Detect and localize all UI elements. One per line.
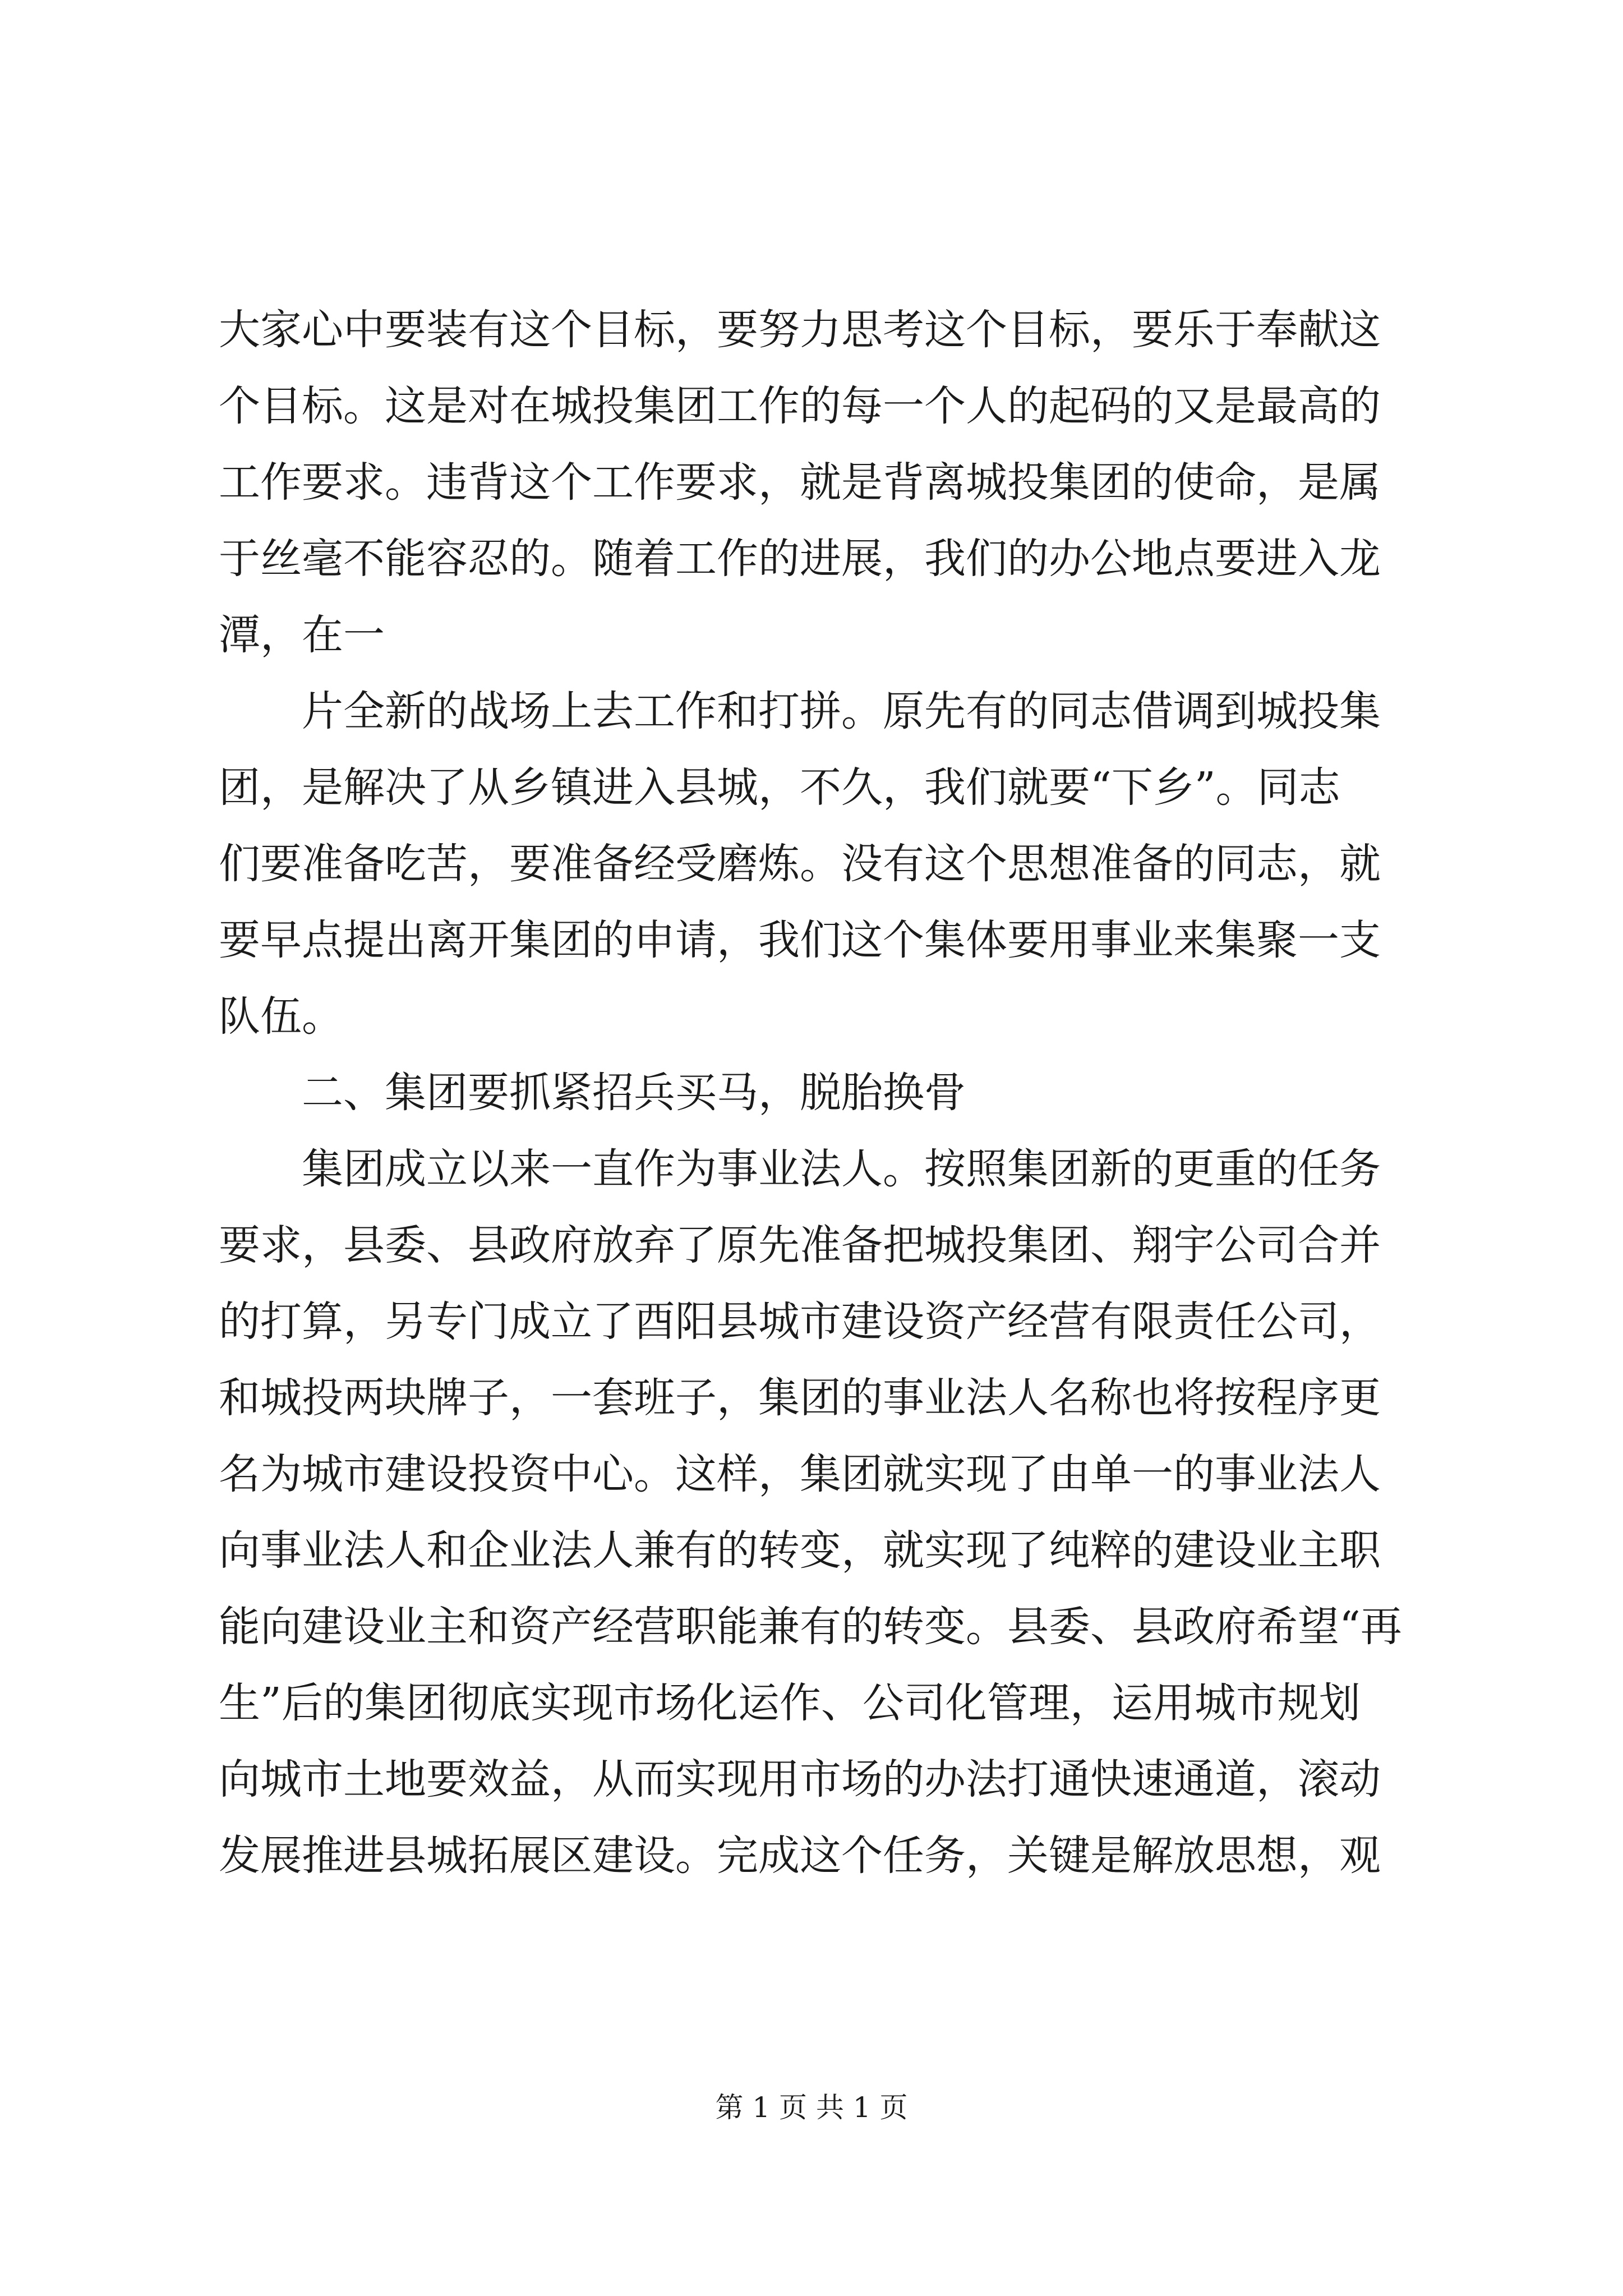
text-line: 潭，在一	[219, 611, 385, 659]
text-line: 们要准备吃苦，要准备经受磨炼。没有这个思想准备的同志，就	[219, 840, 1381, 888]
page-number-footer: 第 1 页 共 1 页	[715, 2091, 908, 2124]
text-line: 队伍。	[219, 992, 343, 1041]
text-line: 要求，县委、县政府放弃了原先准备把城投集团、翔宇公司合并	[219, 1221, 1381, 1269]
document-body	[219, 292, 1413, 1894]
text-line: 要早点提出离开集团的申请，我们这个集体要用事业来集聚一支	[219, 916, 1381, 964]
text-line: 团，是解决了从乡镇进入县城，不久，我们就要“下乡”。同志	[219, 763, 1340, 812]
text-line: 个目标。这是对在城投集团工作的每一个人的起码的又是最高的	[219, 382, 1381, 430]
text-line: 生”后的集团彻底实现市场化运作、公司化管理，运用城市规划	[219, 1679, 1361, 1727]
text-line: 集团成立以来一直作为事业法人。按照集团新的更重的任务	[219, 1145, 1381, 1193]
text-line: 片全新的战场上去工作和打拼。原先有的同志借调到城投集	[219, 687, 1381, 735]
text-line: 向城市土地要效益，从而实现用市场的办法打通快速通道，滚动	[219, 1755, 1381, 1803]
text-line: 能向建设业主和资产经营职能兼有的转变。县委、县政府希望“再	[219, 1603, 1402, 1651]
text-line: 的打算，另专门成立了酉阳县城市建设资产经营有限责任公司，	[219, 1297, 1381, 1346]
text-line: 发展推进县城拓展区建设。完成这个任务，关键是解放思想，观	[219, 1832, 1381, 1880]
text-line: 于丝毫不能容忍的。随着工作的进展，我们的办公地点要进入龙	[219, 535, 1381, 583]
text-line: 名为城市建设投资中心。这样，集团就实现了由单一的事业法人	[219, 1450, 1381, 1498]
text-line: 和城投两块牌子，一套班子，集团的事业法人名称也将按程序更	[219, 1374, 1381, 1422]
text-line: 向事业法人和企业法人兼有的转变，就实现了纯粹的建设业主职	[219, 1526, 1381, 1575]
section-heading: 二、集团要抓紧招兵买马，脱胎换骨	[219, 1069, 966, 1117]
text-line: 工作要求。违背这个工作要求，就是背离城投集团的使命，是属	[219, 458, 1381, 507]
text-line: 大家心中要装有这个目标，要努力思考这个目标，要乐于奉献这	[219, 306, 1381, 354]
